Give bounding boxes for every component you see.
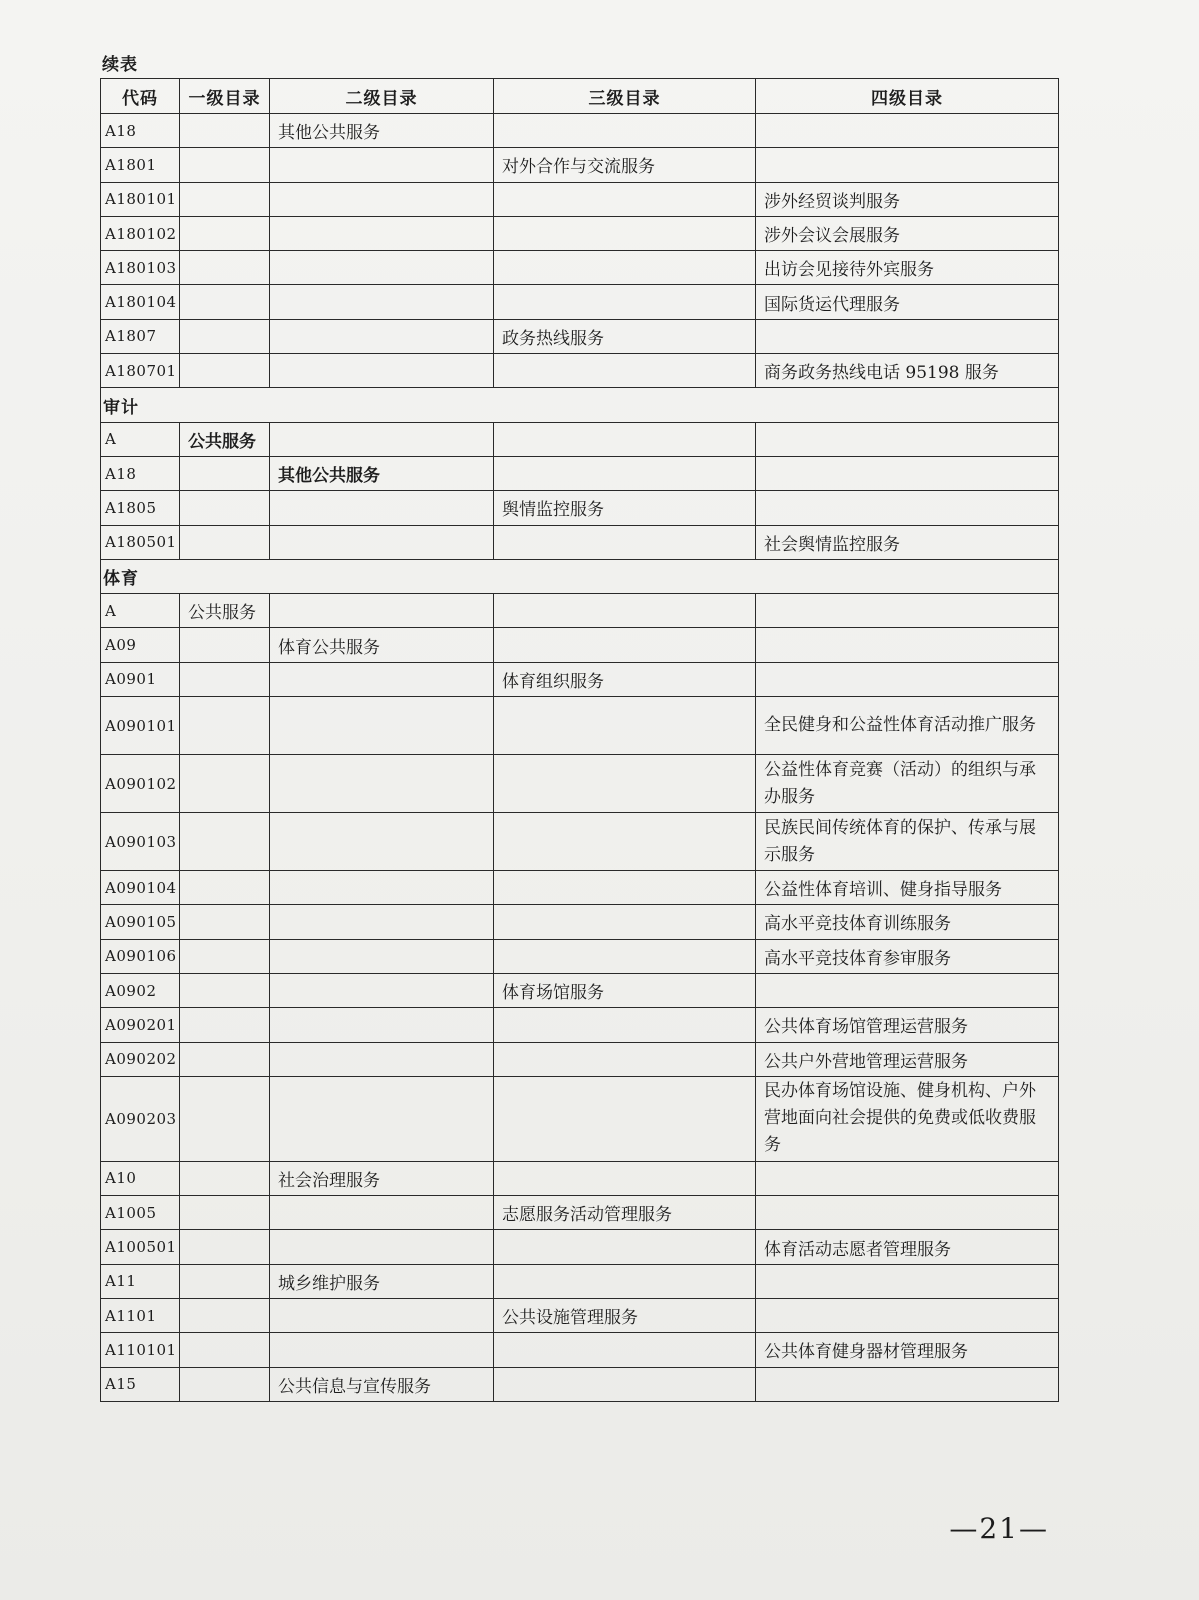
cell-level2 <box>270 697 494 755</box>
cell-level4 <box>756 628 1059 662</box>
cell-level2 <box>270 422 494 456</box>
cell-level4 <box>756 422 1059 456</box>
cell-level1 <box>180 628 270 662</box>
cell-code: A180104 <box>101 285 180 319</box>
cell-code: A09 <box>101 628 180 662</box>
cell-level3 <box>494 285 756 319</box>
cell-level3: 志愿服务活动管理服务 <box>494 1196 756 1230</box>
cell-level1 <box>180 697 270 755</box>
table-row <box>101 1299 1059 1333</box>
cell-level1 <box>180 251 270 285</box>
table-row <box>101 216 1059 250</box>
table-row <box>101 285 1059 319</box>
cell-level4 <box>756 491 1059 525</box>
cell-level4: 涉外经贸谈判服务 <box>756 182 1059 216</box>
section-label: 审计 <box>101 388 1059 422</box>
cell-level2: 城乡维护服务 <box>270 1264 494 1298</box>
cell-level3 <box>494 216 756 250</box>
table-row <box>101 182 1059 216</box>
cell-level3 <box>494 1367 756 1401</box>
cell-level2 <box>270 905 494 939</box>
cell-level4: 民族民间传统体育的保护、传承与展示服务 <box>756 813 1059 871</box>
cell-level4 <box>756 114 1059 148</box>
cell-level4: 涉外会议会展服务 <box>756 216 1059 250</box>
cell-level3 <box>494 755 756 813</box>
cell-level4: 高水平竞技体育训练服务 <box>756 905 1059 939</box>
cell-level3: 舆情监控服务 <box>494 491 756 525</box>
table-row <box>101 148 1059 182</box>
cell-code: A0901 <box>101 662 180 696</box>
cell-level2: 其他公共服务 <box>270 456 494 490</box>
cell-level2 <box>270 525 494 559</box>
cell-level4 <box>756 662 1059 696</box>
cell-level3 <box>494 525 756 559</box>
table-row <box>101 1042 1059 1076</box>
cell-level4 <box>756 594 1059 628</box>
table-row <box>101 1076 1059 1161</box>
cell-level3 <box>494 114 756 148</box>
table-row <box>101 697 1059 755</box>
cell-level4: 公共体育场馆管理运营服务 <box>756 1008 1059 1042</box>
section-label: 体育 <box>101 559 1059 593</box>
table-row <box>101 755 1059 813</box>
cell-level1 <box>180 1042 270 1076</box>
cell-level3 <box>494 422 756 456</box>
table-row <box>101 456 1059 490</box>
cell-level3 <box>494 1230 756 1264</box>
cell-level4: 国际货运代理服务 <box>756 285 1059 319</box>
cell-level3 <box>494 182 756 216</box>
cell-code: A110101 <box>101 1333 180 1367</box>
table-row <box>101 251 1059 285</box>
cell-code: A1801 <box>101 148 180 182</box>
table-row <box>101 354 1059 388</box>
cell-level4 <box>756 1264 1059 1298</box>
cell-level1 <box>180 319 270 353</box>
cell-level1 <box>180 813 270 871</box>
cell-level3: 政务热线服务 <box>494 319 756 353</box>
cell-level1 <box>180 525 270 559</box>
continued-label: 续表 <box>102 55 138 75</box>
cell-level4: 公共体育健身器材管理服务 <box>756 1333 1059 1367</box>
cell-level2 <box>270 755 494 813</box>
cell-code: A090102 <box>101 755 180 813</box>
table-row <box>101 1008 1059 1042</box>
cell-level3: 体育场馆服务 <box>494 973 756 1007</box>
cell-code: A090105 <box>101 905 180 939</box>
cell-level4 <box>756 148 1059 182</box>
cell-level2 <box>270 1042 494 1076</box>
cell-level3 <box>494 1161 756 1195</box>
cell-level2 <box>270 251 494 285</box>
cell-level1 <box>180 491 270 525</box>
header-level2: 二级目录 <box>270 79 494 114</box>
cell-level3 <box>494 939 756 973</box>
cell-level1: 公共服务 <box>180 422 270 456</box>
cell-level3 <box>494 1008 756 1042</box>
cell-level1 <box>180 973 270 1007</box>
cell-level1 <box>180 1008 270 1042</box>
table-row <box>101 662 1059 696</box>
cell-level3: 体育组织服务 <box>494 662 756 696</box>
cell-code: A1807 <box>101 319 180 353</box>
cell-level4 <box>756 1161 1059 1195</box>
cell-code: A090106 <box>101 939 180 973</box>
cell-code: A180501 <box>101 525 180 559</box>
cell-level1 <box>180 1299 270 1333</box>
table-row <box>101 422 1059 456</box>
cell-level4: 全民健身和公益性体育活动推广服务 <box>756 697 1059 755</box>
cell-level1 <box>180 1264 270 1298</box>
cell-level3 <box>494 251 756 285</box>
cell-level4: 高水平竞技体育参审服务 <box>756 939 1059 973</box>
cell-level4: 公益性体育竞赛（活动）的组织与承办服务 <box>756 755 1059 813</box>
cell-level2: 其他公共服务 <box>270 114 494 148</box>
cell-level2 <box>270 285 494 319</box>
cell-level4 <box>756 319 1059 353</box>
cell-code: A100501 <box>101 1230 180 1264</box>
cell-level3: 对外合作与交流服务 <box>494 148 756 182</box>
cell-level2 <box>270 148 494 182</box>
cell-level1 <box>180 1076 270 1161</box>
cell-level2 <box>270 973 494 1007</box>
cell-level4 <box>756 1367 1059 1401</box>
cell-level4: 社会舆情监控服务 <box>756 525 1059 559</box>
header-level1: 一级目录 <box>180 79 270 114</box>
table-row <box>101 628 1059 662</box>
cell-level1 <box>180 755 270 813</box>
cell-code: A090103 <box>101 813 180 871</box>
cell-code: A180101 <box>101 182 180 216</box>
header-code: 代码 <box>101 79 180 114</box>
cell-level3 <box>494 628 756 662</box>
cell-level2 <box>270 1008 494 1042</box>
cell-code: A18 <box>101 456 180 490</box>
cell-level4 <box>756 973 1059 1007</box>
cell-code: A11 <box>101 1264 180 1298</box>
cell-code: A090203 <box>101 1076 180 1161</box>
cell-level4 <box>756 456 1059 490</box>
table-row <box>101 319 1059 353</box>
table-row <box>101 1264 1059 1298</box>
table-row <box>101 939 1059 973</box>
cell-level1 <box>180 216 270 250</box>
cell-level2 <box>270 1076 494 1161</box>
cell-code: A1805 <box>101 491 180 525</box>
cell-level1 <box>180 182 270 216</box>
cell-level1 <box>180 1367 270 1401</box>
header-level4: 四级目录 <box>756 79 1059 114</box>
cell-level1 <box>180 1230 270 1264</box>
cell-level1 <box>180 456 270 490</box>
cell-level4 <box>756 1299 1059 1333</box>
cell-level3 <box>494 813 756 871</box>
cell-level2 <box>270 813 494 871</box>
catalog-table <box>100 78 1059 1402</box>
cell-level2 <box>270 1230 494 1264</box>
cell-level4: 出访会见接待外宾服务 <box>756 251 1059 285</box>
cell-code: A18 <box>101 114 180 148</box>
page-number: —21— <box>949 1512 1049 1545</box>
cell-level3 <box>494 456 756 490</box>
cell-level2 <box>270 594 494 628</box>
cell-level1 <box>180 1196 270 1230</box>
cell-code: A090201 <box>101 1008 180 1042</box>
cell-level4: 民办体育场馆设施、健身机构、户外营地面向社会提供的免费或低收费服务 <box>756 1076 1059 1161</box>
cell-code: A15 <box>101 1367 180 1401</box>
cell-code: A <box>101 422 180 456</box>
cell-level2 <box>270 1299 494 1333</box>
cell-level2 <box>270 216 494 250</box>
table-row <box>101 905 1059 939</box>
table-body <box>101 114 1059 1402</box>
cell-level2 <box>270 491 494 525</box>
table-row <box>101 1367 1059 1401</box>
cell-level4 <box>756 1196 1059 1230</box>
cell-level2 <box>270 354 494 388</box>
cell-level3 <box>494 354 756 388</box>
table-row <box>101 525 1059 559</box>
cell-level4: 公益性体育培训、健身指导服务 <box>756 871 1059 905</box>
cell-level2: 公共信息与宣传服务 <box>270 1367 494 1401</box>
cell-level2 <box>270 1196 494 1230</box>
cell-level1 <box>180 354 270 388</box>
cell-level4: 商务政务热线电话 95198 服务 <box>756 354 1059 388</box>
table-row <box>101 1333 1059 1367</box>
cell-level1 <box>180 871 270 905</box>
table-row <box>101 114 1059 148</box>
cell-level1: 公共服务 <box>180 594 270 628</box>
table-row <box>101 1161 1059 1195</box>
table-header-row <box>101 79 1059 114</box>
table-row <box>101 871 1059 905</box>
cell-level4: 体育活动志愿者管理服务 <box>756 1230 1059 1264</box>
cell-code: A10 <box>101 1161 180 1195</box>
cell-level3 <box>494 1042 756 1076</box>
cell-level1 <box>180 1333 270 1367</box>
cell-level1 <box>180 148 270 182</box>
cell-level1 <box>180 285 270 319</box>
cell-code: A <box>101 594 180 628</box>
cell-level3 <box>494 594 756 628</box>
table-row <box>101 973 1059 1007</box>
cell-level3 <box>494 905 756 939</box>
cell-code: A180102 <box>101 216 180 250</box>
table-row <box>101 491 1059 525</box>
cell-level3 <box>494 871 756 905</box>
cell-level2 <box>270 871 494 905</box>
cell-code: A0902 <box>101 973 180 1007</box>
section-header-row <box>101 559 1059 593</box>
cell-level3 <box>494 1076 756 1161</box>
table-row <box>101 594 1059 628</box>
table-row <box>101 1196 1059 1230</box>
cell-level1 <box>180 114 270 148</box>
table-row <box>101 1230 1059 1264</box>
cell-level1 <box>180 905 270 939</box>
cell-level2: 社会治理服务 <box>270 1161 494 1195</box>
cell-level2 <box>270 662 494 696</box>
cell-level3: 公共设施管理服务 <box>494 1299 756 1333</box>
table-row <box>101 813 1059 871</box>
cell-level1 <box>180 939 270 973</box>
cell-code: A1101 <box>101 1299 180 1333</box>
cell-level1 <box>180 1161 270 1195</box>
cell-code: A180701 <box>101 354 180 388</box>
cell-level2 <box>270 182 494 216</box>
cell-level3 <box>494 1333 756 1367</box>
cell-level2 <box>270 1333 494 1367</box>
cell-level2 <box>270 319 494 353</box>
cell-code: A090202 <box>101 1042 180 1076</box>
header-level3: 三级目录 <box>494 79 756 114</box>
cell-level4: 公共户外营地管理运营服务 <box>756 1042 1059 1076</box>
cell-code: A090101 <box>101 697 180 755</box>
section-header-row <box>101 388 1059 422</box>
cell-code: A090104 <box>101 871 180 905</box>
cell-code: A1005 <box>101 1196 180 1230</box>
cell-level2 <box>270 939 494 973</box>
cell-level3 <box>494 697 756 755</box>
cell-level1 <box>180 662 270 696</box>
cell-code: A180103 <box>101 251 180 285</box>
cell-level3 <box>494 1264 756 1298</box>
cell-level2: 体育公共服务 <box>270 628 494 662</box>
